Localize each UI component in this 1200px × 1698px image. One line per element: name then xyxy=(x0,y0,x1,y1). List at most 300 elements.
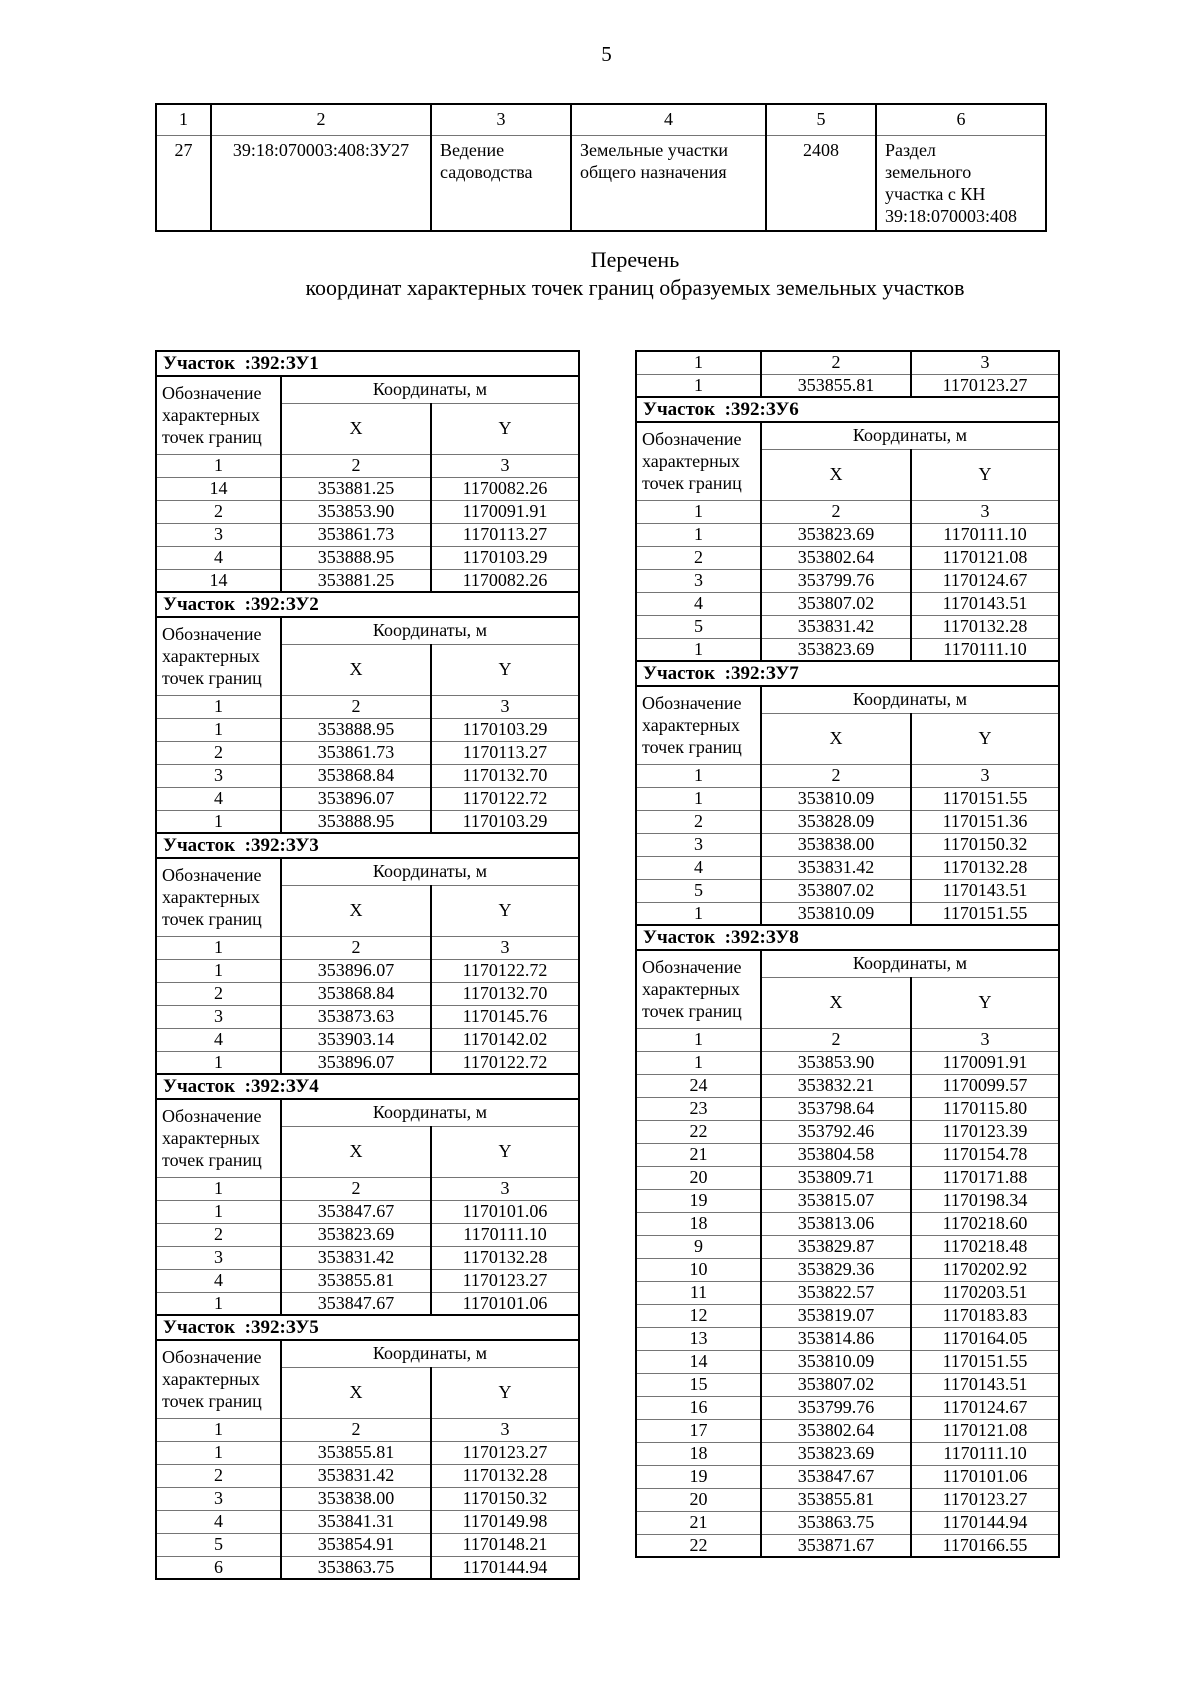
coordinates-header: Координаты, м xyxy=(761,686,1059,713)
y-coordinate-cell: 1170099.57 xyxy=(911,1074,1059,1097)
coordinate-row xyxy=(156,810,579,833)
designation-header: Обозначение характерных точек границ xyxy=(636,422,761,500)
point-number-cell: 1 xyxy=(636,787,761,810)
x-header: X xyxy=(761,713,911,764)
designation-header: Обозначение характерных точек границ xyxy=(156,1340,281,1418)
parcel-title-row xyxy=(156,1315,579,1340)
coordinate-row xyxy=(636,1166,1059,1189)
column-number-row xyxy=(636,764,1059,787)
y-header: Y xyxy=(911,977,1059,1028)
point-number-cell: 3 xyxy=(156,523,281,546)
x-coordinate-cell: 353792.46 xyxy=(761,1120,911,1143)
point-number-cell: 3 xyxy=(156,1005,281,1028)
coordinate-row xyxy=(636,615,1059,638)
column-number-cell: 3 xyxy=(911,351,1059,374)
y-coordinate-cell: 1170124.67 xyxy=(911,569,1059,592)
x-coordinate-cell: 353799.76 xyxy=(761,1396,911,1419)
point-number-cell: 4 xyxy=(636,856,761,879)
column-number-cell: 2 xyxy=(281,1177,431,1200)
coordinate-row xyxy=(636,374,1059,397)
y-coordinate-cell: 1170123.27 xyxy=(911,374,1059,397)
point-number-cell: 4 xyxy=(156,1028,281,1051)
x-coordinate-cell: 353829.87 xyxy=(761,1235,911,1258)
point-number-cell: 1 xyxy=(156,959,281,982)
coordinate-row xyxy=(636,523,1059,546)
coordinate-row xyxy=(156,787,579,810)
parcel-title: Участок :392:ЗУ8 xyxy=(636,925,1059,950)
y-coordinate-cell: 1170164.05 xyxy=(911,1327,1059,1350)
coordinate-row xyxy=(636,1097,1059,1120)
y-header: Y xyxy=(431,885,579,936)
x-coordinate-cell: 353861.73 xyxy=(281,523,431,546)
parcel-title: Участок :392:ЗУ7 xyxy=(636,661,1059,686)
parcel-table xyxy=(155,1314,580,1580)
coordinate-row xyxy=(636,1120,1059,1143)
point-number-cell: 5 xyxy=(636,879,761,902)
x-coordinate-cell: 353823.69 xyxy=(281,1223,431,1246)
x-header: X xyxy=(761,977,911,1028)
x-coordinate-cell: 353838.00 xyxy=(761,833,911,856)
point-number-cell: 12 xyxy=(636,1304,761,1327)
x-coordinate-cell: 353831.42 xyxy=(281,1464,431,1487)
x-coordinate-cell: 353810.09 xyxy=(761,787,911,810)
top-table-header-cell: 6 xyxy=(876,104,1046,135)
x-coordinate-cell: 353822.57 xyxy=(761,1281,911,1304)
coordinate-row xyxy=(636,1189,1059,1212)
column-number-cell: 2 xyxy=(281,1418,431,1441)
point-number-cell: 4 xyxy=(156,1510,281,1533)
column-number-cell: 1 xyxy=(156,454,281,477)
coordinate-row xyxy=(636,1281,1059,1304)
coordinate-row xyxy=(636,810,1059,833)
y-coordinate-cell: 1170132.28 xyxy=(431,1246,579,1269)
y-coordinate-cell: 1170202.92 xyxy=(911,1258,1059,1281)
x-coordinate-cell: 353847.67 xyxy=(761,1465,911,1488)
x-coordinate-cell: 353871.67 xyxy=(761,1534,911,1557)
point-number-cell: 16 xyxy=(636,1396,761,1419)
column-number-row xyxy=(156,936,579,959)
x-coordinate-cell: 353828.09 xyxy=(761,810,911,833)
coordinate-row xyxy=(156,477,579,500)
coordinate-row xyxy=(636,592,1059,615)
coordinates-header: Координаты, м xyxy=(761,950,1059,977)
x-coordinate-cell: 353810.09 xyxy=(761,1350,911,1373)
parcel-table xyxy=(635,660,1060,926)
coordinate-row xyxy=(636,1074,1059,1097)
y-coordinate-cell: 1170121.08 xyxy=(911,1419,1059,1442)
point-number-cell: 17 xyxy=(636,1419,761,1442)
x-header: X xyxy=(281,1367,431,1418)
x-coordinate-cell: 353855.81 xyxy=(761,374,911,397)
y-coordinate-cell: 1170151.55 xyxy=(911,787,1059,810)
y-coordinate-cell: 1170218.48 xyxy=(911,1235,1059,1258)
x-coordinate-cell: 353804.58 xyxy=(761,1143,911,1166)
column-number-cell: 1 xyxy=(156,695,281,718)
y-coordinate-cell: 1170144.94 xyxy=(911,1511,1059,1534)
y-header: Y xyxy=(911,449,1059,500)
y-coordinate-cell: 1170143.51 xyxy=(911,592,1059,615)
point-number-cell: 2 xyxy=(156,741,281,764)
y-coordinate-cell: 1170150.32 xyxy=(431,1487,579,1510)
coordinate-row xyxy=(156,1556,579,1579)
coordinate-row xyxy=(636,1258,1059,1281)
x-coordinate-cell: 353888.95 xyxy=(281,718,431,741)
parcel-title-row xyxy=(636,661,1059,686)
point-number-cell: 1 xyxy=(636,523,761,546)
y-coordinate-cell: 1170151.55 xyxy=(911,902,1059,925)
point-number-cell: 21 xyxy=(636,1511,761,1534)
point-number-cell: 1 xyxy=(636,902,761,925)
coordinate-row xyxy=(156,959,579,982)
x-header: X xyxy=(281,885,431,936)
coordinate-row xyxy=(636,569,1059,592)
parcel-table xyxy=(155,832,580,1075)
coordinate-row xyxy=(156,1269,579,1292)
column-number-cell: 2 xyxy=(761,351,911,374)
y-coordinate-cell: 1170103.29 xyxy=(431,810,579,833)
formation-method-text: Раздел земельного участка с КН 39:18:070003:408 xyxy=(885,139,1018,226)
y-coordinate-cell: 1170103.29 xyxy=(431,546,579,569)
column-number-row xyxy=(636,1028,1059,1051)
parcel-title-row xyxy=(156,592,579,617)
x-header: X xyxy=(281,403,431,454)
x-coordinate-cell: 353841.31 xyxy=(281,1510,431,1533)
coords-header-row xyxy=(156,376,579,403)
coordinates-header: Координаты, м xyxy=(281,376,579,403)
x-coordinate-cell: 353847.67 xyxy=(281,1292,431,1315)
point-number-cell: 2 xyxy=(156,982,281,1005)
x-coordinate-cell: 353853.90 xyxy=(281,500,431,523)
y-coordinate-cell: 1170132.70 xyxy=(431,982,579,1005)
x-header: X xyxy=(761,449,911,500)
point-number-cell: 4 xyxy=(156,787,281,810)
column-number-cell: 1 xyxy=(636,1028,761,1051)
x-coordinate-cell: 353831.42 xyxy=(281,1246,431,1269)
y-coordinate-cell: 1170122.72 xyxy=(431,959,579,982)
x-coordinate-cell: 353873.63 xyxy=(281,1005,431,1028)
x-coordinate-cell: 353868.84 xyxy=(281,982,431,1005)
y-coordinate-cell: 1170103.29 xyxy=(431,718,579,741)
y-coordinate-cell: 1170143.51 xyxy=(911,1373,1059,1396)
point-number-cell: 11 xyxy=(636,1281,761,1304)
x-coordinate-cell: 353815.07 xyxy=(761,1189,911,1212)
y-coordinate-cell: 1170183.83 xyxy=(911,1304,1059,1327)
point-number-cell: 3 xyxy=(636,833,761,856)
y-coordinate-cell: 1170203.51 xyxy=(911,1281,1059,1304)
point-number-cell: 23 xyxy=(636,1097,761,1120)
top-table-header-cell: 1 xyxy=(156,104,211,135)
y-coordinate-cell: 1170171.88 xyxy=(911,1166,1059,1189)
y-coordinate-cell: 1170151.55 xyxy=(911,1350,1059,1373)
x-coordinate-cell: 353819.07 xyxy=(761,1304,911,1327)
designation-header: Обозначение характерных точек границ xyxy=(156,376,281,454)
x-coordinate-cell: 353799.76 xyxy=(761,569,911,592)
document-title-line1: Перечень xyxy=(590,247,680,272)
coordinate-tables xyxy=(155,350,1058,1580)
top-table-header-cell: 5 xyxy=(766,104,876,135)
point-number-cell: 5 xyxy=(156,1533,281,1556)
coordinate-row xyxy=(156,718,579,741)
y-coordinate-cell: 1170151.36 xyxy=(911,810,1059,833)
y-coordinate-cell: 1170111.10 xyxy=(911,523,1059,546)
point-number-cell: 2 xyxy=(636,810,761,833)
x-coordinate-cell: 353861.73 xyxy=(281,741,431,764)
point-number-cell: 18 xyxy=(636,1212,761,1235)
y-coordinate-cell: 1170121.08 xyxy=(911,546,1059,569)
point-number-cell: 18 xyxy=(636,1442,761,1465)
parcel-title-row xyxy=(156,351,579,376)
coordinate-row xyxy=(156,741,579,764)
y-coordinate-cell: 1170154.78 xyxy=(911,1143,1059,1166)
column-number-cell: 3 xyxy=(911,764,1059,787)
x-coordinate-cell: 353832.21 xyxy=(761,1074,911,1097)
x-coordinate-cell: 353807.02 xyxy=(761,1373,911,1396)
x-coordinate-cell: 353838.00 xyxy=(281,1487,431,1510)
parcel-title: Участок :392:ЗУ1 xyxy=(156,351,579,376)
column-number-cell: 2 xyxy=(281,454,431,477)
column-number-cell: 2 xyxy=(281,695,431,718)
coordinate-row xyxy=(156,1510,579,1533)
x-coordinate-cell: 353863.75 xyxy=(761,1511,911,1534)
coordinate-row xyxy=(636,1534,1059,1557)
designation-header: Обозначение характерных точек границ xyxy=(156,617,281,695)
column-number-row xyxy=(156,454,579,477)
point-number-cell: 22 xyxy=(636,1534,761,1557)
coordinate-row xyxy=(156,546,579,569)
point-number-cell: 14 xyxy=(156,569,281,592)
y-coordinate-cell: 1170142.02 xyxy=(431,1028,579,1051)
coordinate-row xyxy=(636,1304,1059,1327)
column-number-cell: 2 xyxy=(761,764,911,787)
coordinate-row xyxy=(156,500,579,523)
y-coordinate-cell: 1170132.70 xyxy=(431,764,579,787)
point-number-cell: 10 xyxy=(636,1258,761,1281)
x-coordinate-cell: 353831.42 xyxy=(761,856,911,879)
coordinate-row xyxy=(636,1465,1059,1488)
coordinate-row xyxy=(156,982,579,1005)
point-number-cell: 24 xyxy=(636,1074,761,1097)
y-coordinate-cell: 1170082.26 xyxy=(431,477,579,500)
y-coordinate-cell: 1170123.27 xyxy=(431,1441,579,1464)
x-coordinate-cell: 353813.06 xyxy=(761,1212,911,1235)
coordinate-row xyxy=(636,1350,1059,1373)
x-coordinate-cell: 353831.42 xyxy=(761,615,911,638)
x-coordinate-cell: 353888.95 xyxy=(281,546,431,569)
column-number-row xyxy=(156,1177,579,1200)
y-coordinate-cell: 1170111.10 xyxy=(431,1223,579,1246)
column-number-cell: 2 xyxy=(761,500,911,523)
coordinate-row xyxy=(636,902,1059,925)
coordinate-row xyxy=(156,1487,579,1510)
x-coordinate-cell: 353881.25 xyxy=(281,569,431,592)
y-header: Y xyxy=(431,403,579,454)
point-number-cell: 4 xyxy=(156,1269,281,1292)
parcel-title-row xyxy=(156,1074,579,1099)
coords-header-row xyxy=(636,686,1059,713)
coords-header-row xyxy=(156,617,579,644)
parcel-table xyxy=(155,350,580,593)
x-coordinate-cell: 353847.67 xyxy=(281,1200,431,1223)
x-coordinate-cell: 353829.36 xyxy=(761,1258,911,1281)
x-coordinate-cell: 353807.02 xyxy=(761,879,911,902)
coordinates-header: Координаты, м xyxy=(281,858,579,885)
point-number-cell: 1 xyxy=(156,810,281,833)
coordinate-row xyxy=(636,1511,1059,1534)
point-number-cell: 3 xyxy=(156,1246,281,1269)
coordinate-row xyxy=(156,1533,579,1556)
coords-header-row xyxy=(156,858,579,885)
coords-header-row xyxy=(156,1099,579,1126)
y-header: Y xyxy=(431,1126,579,1177)
coordinate-row xyxy=(636,1212,1059,1235)
column-number-cell: 1 xyxy=(156,936,281,959)
y-coordinate-cell: 1170166.55 xyxy=(911,1534,1059,1557)
y-coordinate-cell: 1170123.27 xyxy=(911,1488,1059,1511)
x-coordinate-cell: 353807.02 xyxy=(761,592,911,615)
parcel-table xyxy=(155,591,580,834)
x-header: X xyxy=(281,1126,431,1177)
coordinate-row xyxy=(636,1373,1059,1396)
y-coordinate-cell: 1170150.32 xyxy=(911,833,1059,856)
y-coordinate-cell: 1170122.72 xyxy=(431,787,579,810)
coordinate-row xyxy=(156,523,579,546)
point-number-cell: 14 xyxy=(156,477,281,500)
point-number-cell: 5 xyxy=(636,615,761,638)
x-coordinate-cell: 353802.64 xyxy=(761,546,911,569)
coordinate-row xyxy=(156,1223,579,1246)
parcel-title: Участок :392:ЗУ5 xyxy=(156,1315,579,1340)
top-table-header-row xyxy=(156,104,1046,135)
y-coordinate-cell: 1170132.28 xyxy=(911,615,1059,638)
designation-header: Обозначение характерных точек границ xyxy=(636,950,761,1028)
parcel-table xyxy=(635,396,1060,662)
point-number-cell: 14 xyxy=(636,1350,761,1373)
coordinate-row xyxy=(636,1235,1059,1258)
top-table-data-row xyxy=(156,135,1046,231)
coordinate-row xyxy=(636,879,1059,902)
land-category-cell: Земельные участки общего назначения xyxy=(571,135,766,231)
column-number-row xyxy=(636,500,1059,523)
top-table-header-cell: 3 xyxy=(431,104,571,135)
coordinates-header: Координаты, м xyxy=(281,617,579,644)
point-number-cell: 13 xyxy=(636,1327,761,1350)
coordinate-row xyxy=(156,764,579,787)
y-coordinate-cell: 1170132.28 xyxy=(431,1464,579,1487)
x-coordinate-cell: 353814.86 xyxy=(761,1327,911,1350)
column-number-cell: 2 xyxy=(761,1028,911,1051)
coordinate-row xyxy=(636,1396,1059,1419)
point-number-cell: 1 xyxy=(156,1441,281,1464)
point-number-cell: 20 xyxy=(636,1488,761,1511)
x-coordinate-cell: 353896.07 xyxy=(281,787,431,810)
coordinates-header: Координаты, м xyxy=(281,1340,579,1367)
point-number-cell: 1 xyxy=(156,718,281,741)
x-coordinate-cell: 353896.07 xyxy=(281,1051,431,1074)
point-number-cell: 15 xyxy=(636,1373,761,1396)
coordinate-row xyxy=(156,569,579,592)
point-number-cell: 9 xyxy=(636,1235,761,1258)
x-coordinate-cell: 353855.81 xyxy=(761,1488,911,1511)
x-coordinate-cell: 353896.07 xyxy=(281,959,431,982)
y-coordinate-cell: 1170101.06 xyxy=(431,1292,579,1315)
x-coordinate-cell: 353802.64 xyxy=(761,1419,911,1442)
coordinate-row xyxy=(156,1246,579,1269)
parcel-table xyxy=(155,1073,580,1316)
designation-header: Обозначение характерных точек границ xyxy=(156,858,281,936)
y-coordinate-cell: 1170123.27 xyxy=(431,1269,579,1292)
document-title-line2: координат характерных точек границ образуемых земельных участков xyxy=(305,275,965,300)
coordinate-row xyxy=(636,546,1059,569)
x-coordinate-cell: 353868.84 xyxy=(281,764,431,787)
y-header: Y xyxy=(431,644,579,695)
point-number-cell: 19 xyxy=(636,1465,761,1488)
y-coordinate-cell: 1170091.91 xyxy=(911,1051,1059,1074)
y-coordinate-cell: 1170148.21 xyxy=(431,1533,579,1556)
designation-header: Обозначение характерных точек границ xyxy=(636,686,761,764)
point-number-cell: 4 xyxy=(636,592,761,615)
column-number-cell: 1 xyxy=(636,500,761,523)
point-number-cell: 2 xyxy=(156,1464,281,1487)
coordinate-row xyxy=(636,1327,1059,1350)
y-coordinate-cell: 1170101.06 xyxy=(911,1465,1059,1488)
coords-column-left xyxy=(155,350,578,1580)
x-coordinate-cell: 353854.91 xyxy=(281,1533,431,1556)
coordinate-row xyxy=(636,1442,1059,1465)
coordinate-row xyxy=(156,1051,579,1074)
point-number-cell: 2 xyxy=(156,500,281,523)
x-coordinate-cell: 353855.81 xyxy=(281,1269,431,1292)
x-coordinate-cell: 353888.95 xyxy=(281,810,431,833)
parcel-title: Участок :392:ЗУ4 xyxy=(156,1074,579,1099)
parcel-title: Участок :392:ЗУ2 xyxy=(156,592,579,617)
designation-header: Обозначение характерных точек границ xyxy=(156,1099,281,1177)
point-number-cell: 2 xyxy=(156,1223,281,1246)
x-coordinate-cell: 353903.14 xyxy=(281,1028,431,1051)
coordinate-row xyxy=(156,1441,579,1464)
point-number-cell: 1 xyxy=(156,1200,281,1223)
parcel-title-row xyxy=(156,833,579,858)
point-number-cell: 1 xyxy=(636,374,761,397)
area-cell: 2408 xyxy=(766,135,876,231)
coordinate-row xyxy=(636,856,1059,879)
point-number-cell: 3 xyxy=(636,569,761,592)
point-number-cell: 4 xyxy=(156,546,281,569)
parcel-continuation-table xyxy=(635,350,1060,398)
permitted-use-cell: Ведение садоводства xyxy=(431,135,571,231)
document-title xyxy=(170,246,1100,302)
coordinate-row xyxy=(156,1005,579,1028)
coordinate-row xyxy=(636,1488,1059,1511)
column-number-cell: 3 xyxy=(431,1418,579,1441)
y-coordinate-cell: 1170149.98 xyxy=(431,1510,579,1533)
parcel-title: Участок :392:ЗУ3 xyxy=(156,833,579,858)
y-coordinate-cell: 1170115.80 xyxy=(911,1097,1059,1120)
y-coordinate-cell: 1170123.39 xyxy=(911,1120,1059,1143)
y-header: Y xyxy=(431,1367,579,1418)
coordinate-row xyxy=(156,1200,579,1223)
column-number-cell: 3 xyxy=(431,695,579,718)
y-coordinate-cell: 1170122.72 xyxy=(431,1051,579,1074)
point-number-cell: 3 xyxy=(156,764,281,787)
column-number-cell: 1 xyxy=(636,764,761,787)
formation-method-cell xyxy=(876,135,1046,231)
y-coordinate-cell: 1170113.27 xyxy=(431,523,579,546)
coordinate-row xyxy=(636,1051,1059,1074)
column-number-row xyxy=(156,1418,579,1441)
x-coordinate-cell: 353798.64 xyxy=(761,1097,911,1120)
parcel-title: Участок :392:ЗУ6 xyxy=(636,397,1059,422)
coordinates-header: Координаты, м xyxy=(281,1099,579,1126)
